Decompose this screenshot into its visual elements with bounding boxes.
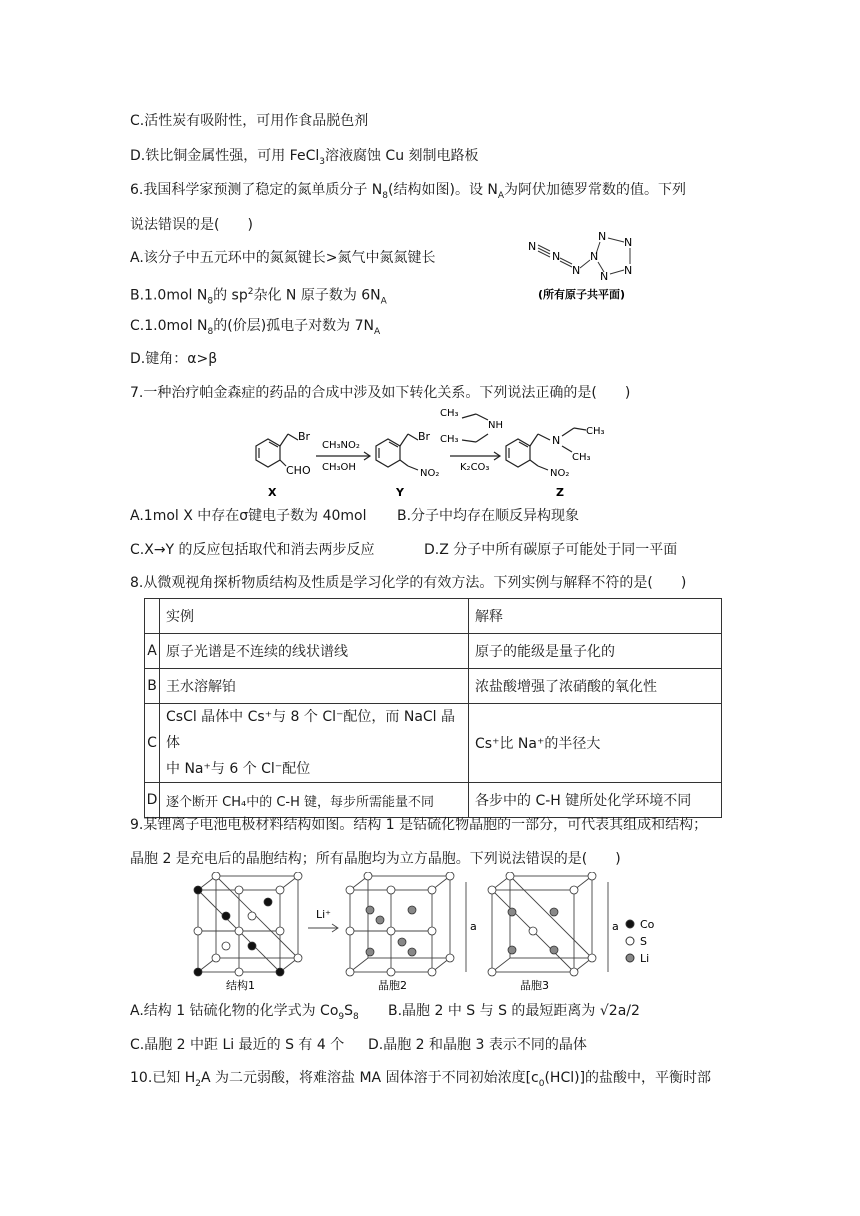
y-no2-label: NO₂ [420,468,440,479]
question-6-option-a: A.该分子中五元环中的氮氮键长>氮气中氮氮键长 [130,250,436,266]
label-x: X [268,486,277,499]
x-cho-label: CHO [286,464,311,477]
n8-atom: N [528,240,537,253]
y-br-label: Br [418,430,431,443]
n8-structure-figure [520,224,650,304]
label-y: Y [396,486,404,499]
question-9-option-c: C.晶胞 2 中距 Li 最近的 S 有 4 个 [130,1037,345,1053]
edge-a-label: a [612,920,619,933]
subscript: 8 [353,1011,359,1022]
table-cell: 浓盐酸增强了浓硝酸的氧化性 [469,669,722,704]
text: S [344,1003,354,1019]
amine-ch3-top: CH₃ [440,408,459,419]
text: (HCl)]的盐酸中，平衡时部 [544,1070,712,1086]
reagent-ch3no2: CH₃NO₂ [322,440,360,451]
reagent-k2co3: K₂CO₃ [460,462,490,473]
arrow-li-label: Li⁺ [316,908,331,921]
subscript: 8 [207,326,214,337]
n8-atom: N [590,250,599,263]
question-8-table [144,598,722,818]
question-8-stem: 8.从微观视角探析物质结构及性质是学习化学的有效方法。下列实例与解释不符的是( ) [130,575,687,591]
table-cell: Cs⁺比 Na⁺的半径大 [469,704,722,783]
n8-atom: N [552,250,561,263]
question-6-option-c [130,317,380,341]
question-9-stem-2: 晶胞 2 是充电后的晶胞结构；所有晶胞均为立方晶胞。下列说法错误的是( ) [130,851,621,867]
question-7-option-c: C.X→Y 的反应包括取代和消去两步反应 [130,542,375,558]
edge-a-label: a [470,920,477,933]
option-c-line: C.活性炭有吸附性，可用作食品脱色剂 [130,113,369,129]
table-cell: B [145,669,160,704]
table-cell: A [145,634,160,669]
legend-s: S [640,935,647,948]
table-row [145,669,722,704]
subscript: 8 [382,190,389,201]
table-header-cell [145,599,160,634]
reaction-scheme-figure [236,404,636,500]
superscript: 2 [247,287,254,297]
table-cell: D [145,783,160,818]
table-cell: 王水溶解铂 [160,669,469,704]
z-no2-label: NO₂ [550,468,570,479]
z-n-label: N [552,434,561,447]
text: 杂化 N 原子数为 6N [253,287,381,304]
question-6-stem-2: 说法错误的是( ) [130,217,253,233]
text: 为阿伏加德罗常数的值。下列 [504,182,687,198]
table-header-row [145,599,722,634]
amine-nh: NH [488,420,503,431]
n8-atom: N [624,264,633,277]
subscript: A [497,190,505,201]
question-6-option-b [130,283,387,310]
table-row [145,634,722,669]
n8-atom: N [572,264,581,277]
text: (结构如图)。设 N [388,182,498,198]
table-row [145,704,722,783]
question-6-stem [130,181,686,205]
text: 6.我国科学家预测了稳定的氮单质分子 N [130,182,383,198]
question-9-option-a [130,1002,359,1026]
table-cell-line: CsCl 晶体中 Cs⁺与 8 个 Cl⁻配位，而 NaCl 晶体 [166,709,456,751]
question-7-option-d: D.Z 分子中所有碳原子可能处于同一平面 [424,542,678,558]
table-cell [160,704,469,783]
question-7-option-b: B.分子中均存在顺反异构现象 [397,508,580,524]
subscript: 9 [338,1011,345,1022]
text: B.1.0mol N [130,287,208,304]
subscript: 8 [207,296,214,307]
x-br-label: Br [298,430,311,443]
table-row [145,783,722,818]
text: C.1.0mol N [130,318,208,334]
text: A 为二元弱酸，将难溶盐 MA 固体溶于不同初始浓度[c [200,1070,539,1086]
reagent-ch3oh: CH₃OH [322,462,356,473]
question-7-option-a: A.1mol X 中存在σ键电子数为 40mol [130,508,367,524]
subscript: 0 [538,1078,545,1089]
question-7-stem: 7.一种治疗帕金森症的药品的合成中涉及如下转化关系。下列说法正确的是( ) [130,385,631,401]
n8-atom: N [624,236,633,249]
question-9-stem: 9.某锂离子电池电极材料结构如图。结构 1 是钴硫化物晶胞的一部分，可代表其组成和结构； [130,817,708,833]
table-cell: 原子的能级是量子化的 [469,634,722,669]
text: 10.已知 H [130,1070,196,1086]
legend-co: Co [640,918,655,931]
subscript: 2 [195,1078,201,1089]
question-9-option-b: B.晶胞 2 中 S 与 S 的最短距离为 √2a/2 [388,1003,640,1019]
label-z: Z [556,486,564,499]
question-10-stem [130,1069,711,1093]
amine-ch3-bottom: CH₃ [440,434,459,445]
table-header-cell: 实例 [160,599,469,634]
subscript: A [380,296,387,307]
structure-1-label: 结构1 [226,979,255,992]
text: 的(价层)孤电子对数为 7N [213,318,375,334]
table-cell: 原子光谱是不连续的线状谱线 [160,634,469,669]
option-d-line [130,147,479,171]
n8-caption: (所有原子共平面) [538,288,626,301]
table-cell: 各步中的 C-H 键所处化学环境不同 [469,783,722,818]
text: 溶液腐蚀 Cu 刻制电路板 [324,148,479,164]
n8-atom: N [600,270,609,283]
n8-atom: N [598,230,607,243]
z-ch3-1: CH₃ [586,426,605,437]
text: A.结构 1 钴硫化物的化学式为 Co [130,1003,339,1019]
crystal-structure-figure [190,872,670,994]
text: 的 sp [213,287,248,304]
table-cell: C [145,704,160,783]
table-cell-line: 中 Na⁺与 6 个 Cl⁻配位 [166,761,311,777]
cell-3-label: 晶胞3 [520,979,549,992]
question-6-option-d: D.键角：α>β [130,351,218,367]
legend-li: Li [640,952,650,965]
table-header-cell: 解释 [469,599,722,634]
table-cell: 逐个断开 CH₄中的 C-H 键，每步所需能量不同 [160,783,469,818]
subscript: A [374,326,381,337]
z-ch3-2: CH₃ [572,452,591,463]
cell-2-label: 晶胞2 [378,979,407,992]
subscript: 3 [319,156,325,167]
question-9-option-d: D.晶胞 2 和晶胞 3 表示不同的晶体 [368,1037,587,1053]
text: D.铁比铜金属性强，可用 FeCl [130,148,320,164]
